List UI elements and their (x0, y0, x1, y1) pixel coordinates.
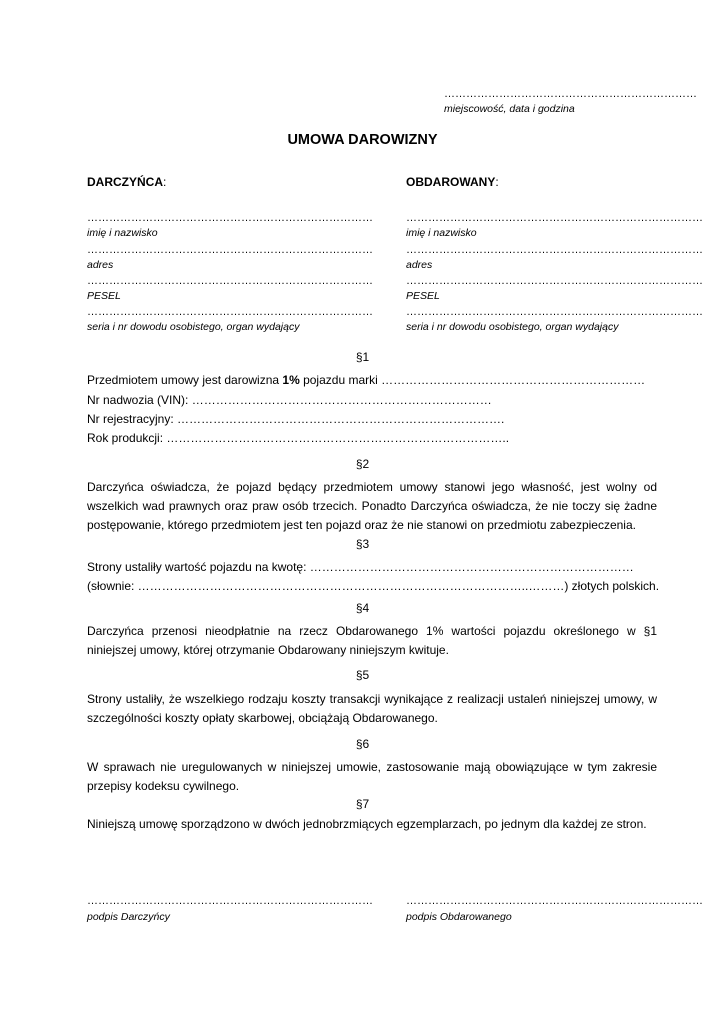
donor-name-dots: …………………………………………………………………… (87, 212, 373, 224)
recipient-id-label: seria i nr dowodu osobistego, organ wydający (406, 321, 619, 333)
recipient-pesel-dots: ……………………………………………………………………… (406, 275, 703, 287)
recipient-address-dots: ……………………………………………………………………… (406, 244, 703, 256)
recipient-id-dots: ……………………………………………………………………… (406, 306, 703, 318)
section-1-mark: §1 (355, 350, 370, 364)
donor-heading-colon: : (163, 175, 167, 189)
section-1-vin: Nr nadwozia (VIN): ………………………………………………………………… (87, 393, 492, 407)
section-1-subject-line (87, 373, 645, 387)
donor-pesel-dots: …………………………………………………………………… (87, 275, 373, 287)
section-5-text: Strony ustaliły, że wszelkiego rodzaju koszty transakcji wynikające z realizacji ustaleń niniejszej umowy, w szczególności koszty opłaty skarbowej, obciążają Obdarowanego. (87, 692, 657, 725)
recipient-name-dots: ……………………………………………………………………… (406, 212, 703, 224)
donor-signature-dots: …………………………………………………………………… (87, 895, 373, 907)
recipient-name-label: imię i nazwisko (406, 227, 477, 239)
donor-heading (87, 175, 166, 189)
recipient-heading (406, 175, 499, 189)
recipient-signature-dots: ……………………………………………………………………… (406, 895, 703, 907)
donor-id-label: seria i nr dowodu osobistego, organ wydający (87, 321, 300, 333)
donor-pesel-label: PESEL (87, 290, 121, 302)
recipient-heading-colon: : (495, 175, 499, 189)
section-1-percent: 1% (282, 373, 300, 387)
donor-signature-label: podpis Darczyńcy (87, 911, 170, 923)
page-title: UMOWA DAROWIZNY (287, 132, 438, 148)
donor-address-label: adres (87, 259, 114, 271)
section-3-amount: Strony ustaliły wartość pojazdu na kwotę: ……………………………………………………………………… (87, 560, 634, 574)
section-1-subject-a: Przedmiotem umowy jest darowizna (87, 373, 283, 387)
section-6-mark: §6 (355, 737, 370, 751)
section-7-text: Niniejszą umowę sporządzono w dwóch jednobrzmiących egzemplarzach, po jednym dla każdej ze stron. (87, 817, 647, 831)
recipient-pesel-label: PESEL (406, 290, 440, 302)
donor-name-label: imię i nazwisko (87, 227, 158, 239)
recipient-signature-label: podpis Obdarowanego (406, 911, 512, 923)
section-2-mark: §2 (355, 457, 370, 471)
place-date-label: miejscowość, data i godzina (444, 103, 575, 115)
section-5-mark: §5 (355, 668, 370, 682)
section-2-text: Darczyńca oświadcza, że pojazd będący przedmiotem umowy stanowi jego własność, jest wolny od wszelkich wad prawnych oraz praw osób trzecich. Ponadto Darczyńca oświadcza, że nie toczy się żadne postępowanie, którego przedmiotem jest ten pojazd oraz że nie stanowi on przedmiotu zabezpieczenia. (87, 480, 657, 532)
section-1-registration: Nr rejestracyjny: ………………………………………………………………………. (87, 412, 505, 426)
section-3-mark: §3 (355, 537, 370, 551)
donor-address-dots: …………………………………………………………………… (87, 244, 373, 256)
recipient-heading-text: OBDAROWANY (406, 175, 496, 189)
section-3-words: (słownie: ……………………………………………………………………………………..………) złotych polskich. (87, 579, 660, 593)
section-4-mark: §4 (355, 601, 370, 615)
section-6-text: W sprawach nie uregulowanych w niniejszej umowie, zastosowanie mają obowiązujące w tym zakresie przepisy kodeksu cywilnego. (87, 760, 657, 793)
place-date-dots: …………………………………………………………… (444, 88, 697, 100)
recipient-address-label: adres (406, 259, 433, 271)
donor-heading-text: DARCZYŃCA (87, 175, 163, 189)
section-1-year: Rok produkcji: ………………………………………………………………………….. (87, 431, 510, 445)
section-1-subject-b: pojazdu marki ………………………………………………………… (299, 373, 646, 387)
section-7-mark: §7 (355, 797, 370, 811)
section-4-text: Darczyńca przenosi nieodpłatnie na rzecz Obdarowanego 1% wartości pojazdu określonego w §1 niniejszej umowy, której otrzymanie Obdarowany niniejszym kwituje. (87, 624, 657, 657)
donor-id-dots: …………………………………………………………………… (87, 306, 373, 318)
